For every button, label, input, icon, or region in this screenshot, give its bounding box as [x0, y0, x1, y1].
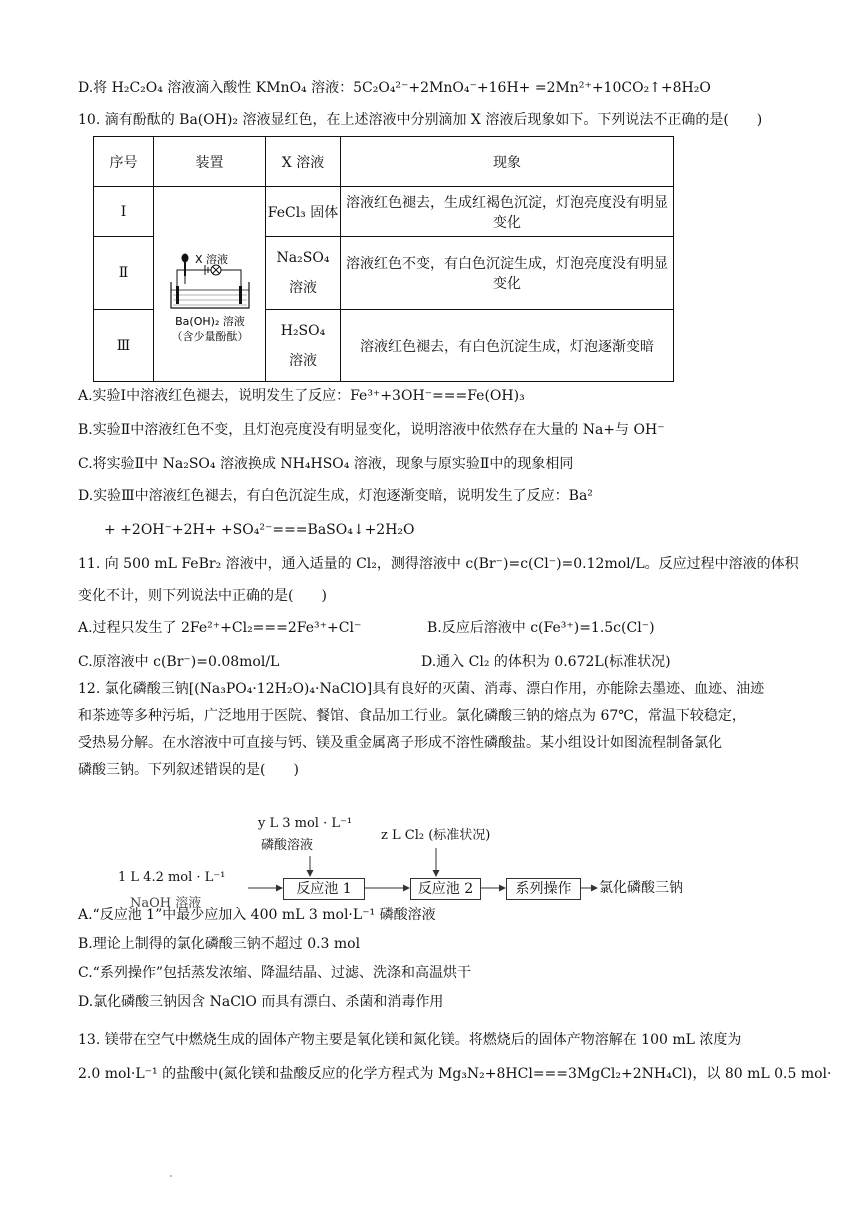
q11-option-c: C.原溶液中 c(Br⁻)=0.08mol/L	[78, 654, 280, 670]
experiment-table	[93, 136, 674, 382]
q10-option-d-line1: D.实验Ⅲ中溶液红色褪去，有白色沉淀生成，灯泡逐渐变暗，说明发生了反应：Ba²	[78, 488, 593, 504]
row-x-solution	[266, 310, 341, 382]
label-x-solution: X 溶液	[194, 253, 228, 266]
dropper-icon	[181, 254, 188, 285]
row-x-solution	[266, 237, 341, 310]
q13-stem-line1: 13. 镁带在空气中燃烧生成的固体产物主要是氧化镁和氮化镁。将燃烧后的固体产物溶解在 100 mL 浓度为	[78, 1032, 742, 1048]
flow-input-chlorine: z L Cl₂ (标准状况)	[381, 828, 491, 843]
apparatus-cell	[154, 187, 266, 382]
q12-stem-line1: 12. 氯化磷酸三钠[(Na₃PO₄·12H₂O)₄·NaClO]具有良好的灭菌、消毒、漂白作用，亦能除去墨迹、血迹、油迹	[78, 681, 765, 697]
q12-option-c: C.“系列操作”包括蒸发浓缩、降温结晶、过滤、洗涤和高温烘干	[78, 965, 471, 981]
row-x-solution-line1: Na₂SO₄	[276, 250, 330, 266]
row-x-solution-line2: 溶液	[289, 280, 317, 296]
flow-input-phosphoric-line1: y L 3 mol · L⁻¹	[258, 816, 353, 831]
header-x-solution: X 溶液	[266, 137, 341, 187]
q12-option-a: A.“反应池 1”中最少应加入 400 mL 3 mol·L⁻¹ 磷酸溶液	[78, 907, 436, 923]
row-phenomenon: 溶液红色不变，有白色沉淀生成，灯泡亮度没有明显变化	[341, 237, 674, 310]
circuit-wires	[177, 265, 241, 288]
row-phenomenon: 溶液红色褪去，生成红褐色沉淀，灯泡亮度没有明显变化	[341, 187, 674, 237]
flow-start-naoh-line2: NaOH 溶液	[130, 896, 202, 911]
label-baoh2-solution: Ba(OH)₂ 溶液	[174, 315, 245, 328]
q12-stem-line3: 受热易分解。在水溶液中可直接与钙、镁及重金属离子形成不溶性磷酸盐。某小组设计如图流程制备氯化	[78, 735, 722, 751]
q12-option-b: B.理论上制得的氯化磷酸三钠不超过 0.3 mol	[78, 936, 361, 952]
q10-stem: 10. 滴有酚酞的 Ba(OH)₂ 溶液显红色，在上述溶液中分别滴加 X 溶液后现象如下。下列说法不正确的是( )	[78, 112, 763, 128]
row-phenomenon: 溶液红色褪去，有白色沉淀生成，灯泡逐渐变暗	[341, 310, 674, 382]
flow-box-reactor2: 反应池 2	[410, 878, 481, 900]
q11-stem-line2: 变化不计，则下列说法中正确的是( )	[78, 588, 327, 604]
q10-option-d-line2: + +2OH⁻+2H+ +SO₄²⁻===BaSO₄↓+2H₂O	[104, 522, 415, 538]
flow-box-operations: 系列操作	[506, 878, 581, 900]
q11-stem-line1: 11. 向 500 mL FeBr₂ 溶液中，通入适量的 Cl₂，测得溶液中 c(Br⁻)=c(Cl⁻)=0.12mol/L。反应过程中溶液的体积	[78, 556, 799, 572]
header-apparatus: 装置	[154, 137, 266, 187]
q12-option-d: D.氯化磷酸三钠因含 NaClO 而具有漂白、杀菌和消毒作用	[78, 994, 444, 1010]
row-x-solution-line1: H₂SO₄	[280, 322, 326, 339]
page-speck	[170, 1175, 172, 1177]
table-row	[94, 187, 674, 237]
label-phenolphthalein-note: （含少量酚酞）	[171, 330, 248, 343]
header-phenomenon: 现象	[341, 137, 674, 187]
q12-stem-line2: 和茶迹等多种污垢，广泛地用于医院、餐馆、食品加工行业。氯化磷酸三钠的熔点为 67℃，常温下较稳定，	[78, 708, 746, 724]
q10-option-c: C.将实验Ⅱ中 Na₂SO₄ 溶液换成 NH₄HSO₄ 溶液，现象与原实验Ⅱ中的现象相同	[78, 456, 574, 472]
q13-stem-line2: 2.0 mol·L⁻¹ 的盐酸中(氮化镁和盐酸反应的化学方程式为 Mg₃N₂+8HCl===3MgCl₂+2NH₄Cl)，以 80 mL 0.5 mol·	[78, 1066, 832, 1082]
q10-option-b: B.实验Ⅱ中溶液红色不变，且灯泡亮度没有明显变化，说明溶液中依然存在大量的 Na+与 OH⁻	[78, 422, 665, 438]
row-x-solution-line2: 溶液	[289, 352, 317, 369]
q12-stem-line4: 磷酸三钠。下列叙述错误的是( )	[78, 762, 299, 778]
flow-product: 氯化磷酸三钠	[599, 880, 683, 896]
header-no: 序号	[94, 137, 154, 187]
flow-start-naoh-line1: 1 L 4.2 mol · L⁻¹	[118, 870, 226, 885]
q11-option-d: D.通入 Cl₂ 的体积为 0.672L(标准状况)	[421, 654, 671, 670]
flow-input-phosphoric-line2: 磷酸溶液	[261, 838, 314, 853]
row-no: Ⅱ	[94, 237, 154, 310]
q11-option-a: A.过程只发生了 2Fe²⁺+Cl₂===2Fe³⁺+Cl⁻	[78, 620, 362, 636]
q11-option-b: B.反应后溶液中 c(Fe³⁺)=1.5c(Cl⁻)	[427, 620, 655, 636]
row-x-solution: FeCl₃ 固体	[266, 187, 341, 237]
row-no: Ⅲ	[94, 310, 154, 382]
bulb-icon	[211, 265, 221, 275]
row-no: Ⅰ	[94, 187, 154, 237]
flow-box-reactor1: 反应池 1	[283, 878, 365, 900]
q10-option-a: A.实验Ⅰ中溶液红色褪去，说明发生了反应：Fe³⁺+3OH⁻===Fe(OH)₃	[78, 388, 525, 404]
table-header-row	[94, 137, 674, 187]
apparatus-diagram	[155, 212, 265, 352]
q9-option-d: D.将 H₂C₂O₄ 溶液滴入酸性 KMnO₄ 溶液：5C₂O₄²⁻+2MnO₄⁻+16H+ =2Mn²⁺+10CO₂↑+8H₂O	[78, 80, 711, 96]
beaker-icon	[171, 282, 249, 308]
